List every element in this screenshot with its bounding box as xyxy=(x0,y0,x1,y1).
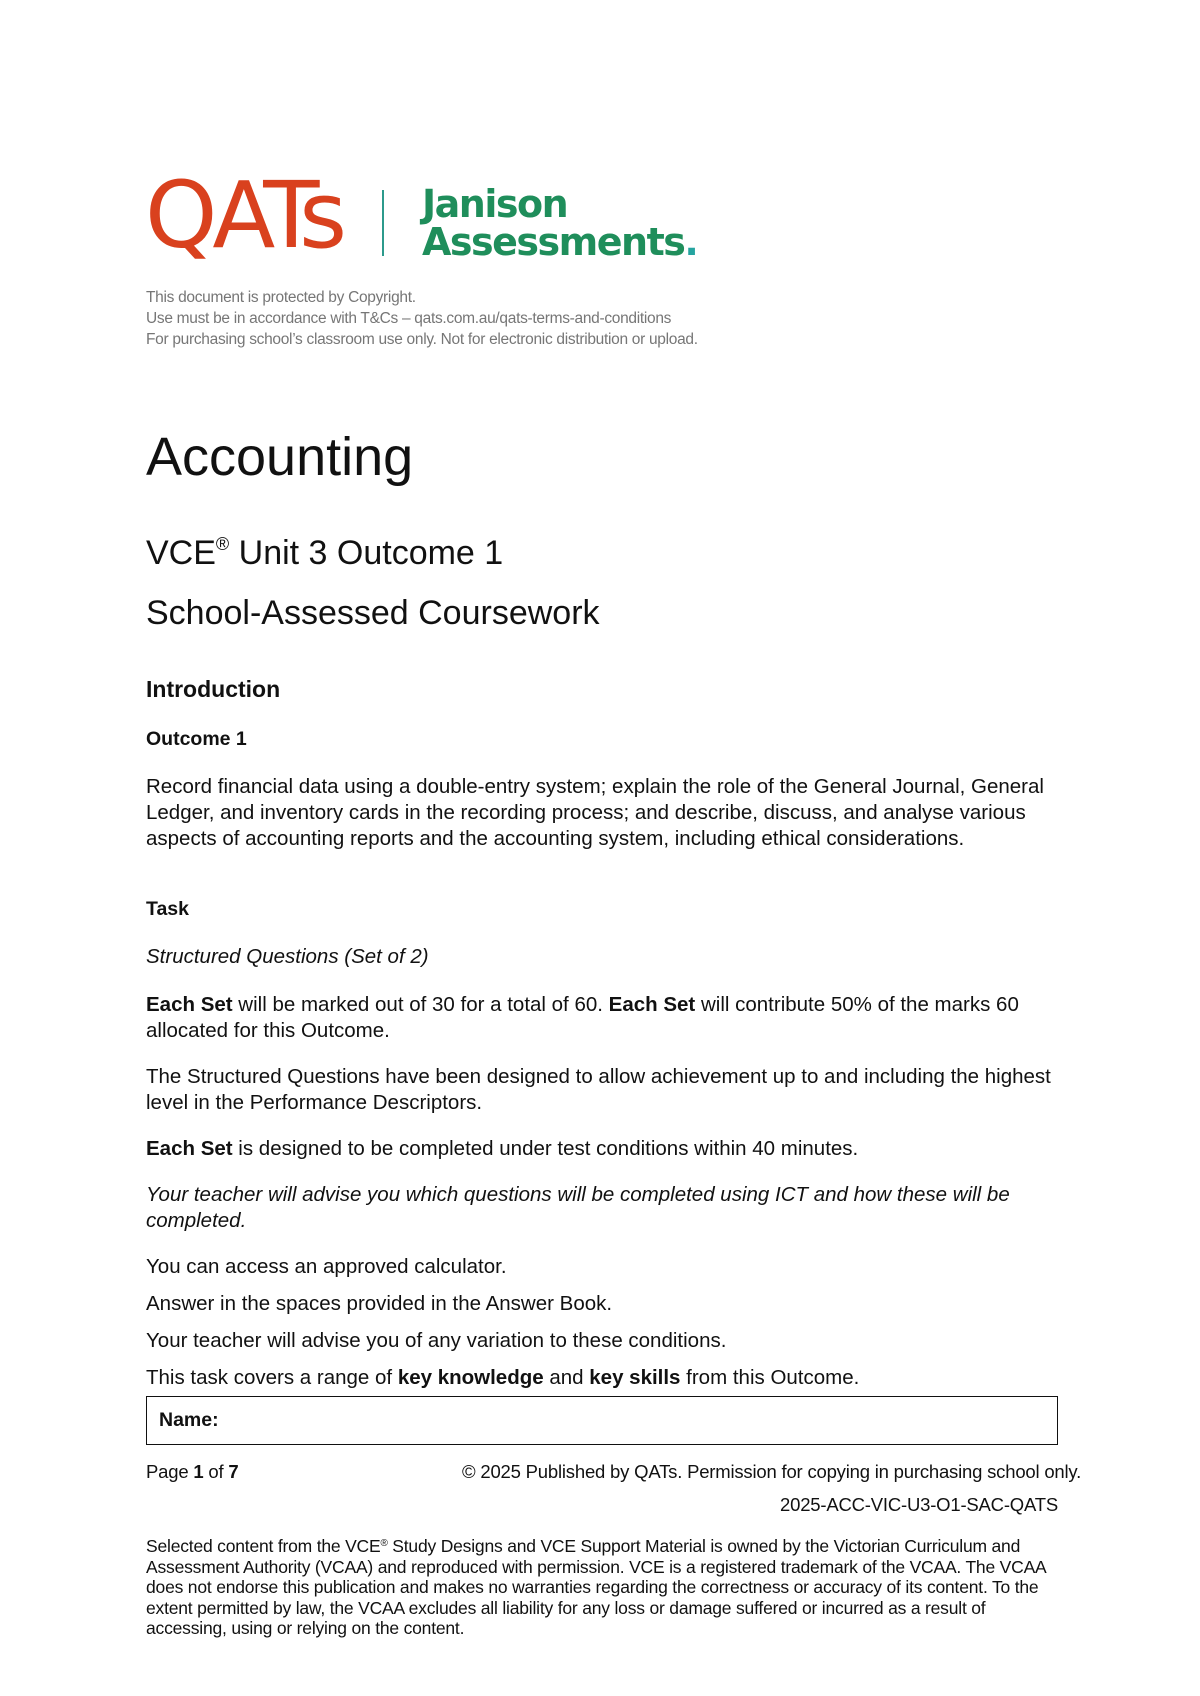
calculator-paragraph: You can access an approved calculator. xyxy=(146,1255,507,1278)
qats-logo: QATs xyxy=(145,162,343,269)
janison-logo-line1: Janison xyxy=(422,182,568,226)
answer-paragraph: Answer in the spaces provided in the Answer Book. xyxy=(146,1292,613,1315)
outcome-heading: Outcome 1 xyxy=(146,728,247,750)
task-type: Structured Questions (Set of 2) xyxy=(146,945,429,968)
vcaa-disclaimer: Selected content from the VCE® Study Designs and VCE Support Material is owned by the Victorian Curriculum and Assessment Authority (VCAA) and reproduced with permission. VCE is a registered trademark of the VCAA. The VCAA does not endorse this publication and makes no warranties regarding the correctness or accuracy of its content. To the extent permitted by law, the VCAA excludes all liability for any loss or damage suffered or incurred as a result of accessing, using or relying on the content. xyxy=(146,1536,1046,1638)
name-field[interactable] xyxy=(146,1396,1058,1445)
outcome-description: Record financial data using a double-entry system; explain the role of the General Journal, General Ledger, and inventory cards in the recording process; and describe, discuss, and analyse various aspects of accounting reports and the accounting system, including ethical considerations. xyxy=(146,775,1044,850)
conditions-paragraph: Each Set is designed to be completed under test conditions within 40 minutes. xyxy=(146,1137,859,1160)
janison-assessments-logo xyxy=(422,182,698,264)
publisher-notice: © 2025 Published by QATs. Permission for copying in purchasing school only. xyxy=(462,1461,1082,1482)
page-number: Page 1 of 7 xyxy=(146,1461,239,1482)
page-title: Accounting xyxy=(146,427,414,487)
introduction-heading: Introduction xyxy=(146,676,281,702)
document-code: 2025-ACC-VIC-U3-O1-SAC-QATS xyxy=(780,1494,1058,1515)
unit-outcome-subtitle: VCE® Unit 3 Outcome 1 xyxy=(146,534,504,572)
name-label: Name: xyxy=(159,1409,219,1431)
copyright-notice xyxy=(146,287,698,350)
janison-logo-line2: Assessments. xyxy=(422,220,698,264)
coursework-subtitle: School-Assessed Coursework xyxy=(146,594,600,632)
copyright-line-2: Use must be in accordance with T&Cs – qats.com.au/qats-terms-and-conditions xyxy=(146,310,672,327)
design-paragraph: The Structured Questions have been designed to allow achievement up to and including the highest level in the Performance Descriptors. xyxy=(146,1065,1051,1114)
copyright-line-3: For purchasing school’s classroom use only. Not for electronic distribution or upload. xyxy=(146,331,698,348)
variation-paragraph: Your teacher will advise you of any variation to these conditions. xyxy=(146,1329,727,1352)
logo-divider xyxy=(382,190,384,256)
coverage-paragraph: This task covers a range of key knowledge and key skills from this Outcome. xyxy=(146,1366,860,1389)
copyright-line-1: This document is protected by Copyright. xyxy=(146,289,416,306)
marks-paragraph: Each Set will be marked out of 30 for a total of 60. Each Set will contribute 50% of the marks 60 allocated for this Outcome. xyxy=(146,993,1019,1042)
task-heading: Task xyxy=(146,898,189,920)
ict-paragraph: Your teacher will advise you which questions will be completed using ICT and how these will be completed. xyxy=(146,1183,1010,1232)
